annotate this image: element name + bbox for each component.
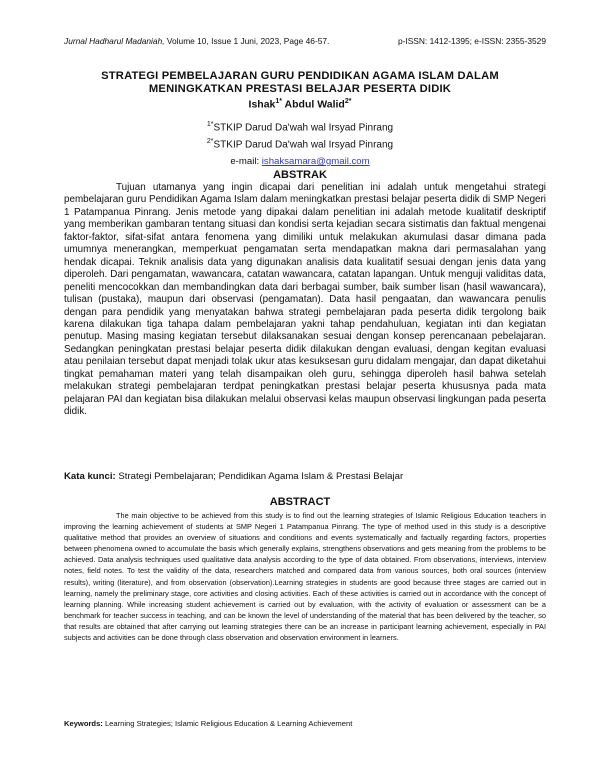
keywords-label: Keywords: — [64, 719, 103, 728]
abstrak-heading: ABSTRAK — [273, 169, 327, 181]
affiliation-1-marker: 1* — [206, 121, 214, 128]
running-header — [64, 36, 546, 46]
affiliation-2 — [0, 138, 600, 150]
title-line-2: MENINGKATKAN PRESTASI BELAJAR PESERTA DIDIK — [148, 83, 452, 95]
affiliation-1 — [0, 121, 600, 133]
kata-kunci-label: Kata kunci: — [64, 471, 116, 482]
author-1-marker: 1* — [275, 98, 283, 105]
affiliation-1-text: STKIP Darud Da'wah wal Irsyad Pinrang — [213, 122, 394, 134]
abstract-heading: ABSTRACT — [269, 496, 331, 508]
author-2-marker: 2* — [344, 98, 352, 105]
email-link[interactable]: ishaksamara@gmail.com — [261, 156, 370, 167]
author-list — [0, 98, 600, 111]
journal-volume: Volume 10, Issue 1 Juni, 2023, Page 46-57. — [164, 36, 330, 46]
keywords-text: Learning Strategies; Islamic Religious Education & Learning Achievement — [102, 719, 353, 728]
author-2: Abdul Walid — [284, 98, 345, 111]
keywords — [64, 719, 546, 728]
title-line-1: STRATEGI PEMBELAJARAN GURU PENDIDIKAN AGAMA ISLAM DALAM — [101, 70, 499, 82]
journal-citation — [64, 36, 329, 46]
abstrak-body: Tujuan utamanya yang ingin dicapai dari penelitian ini adalah untuk mengetahui strategi pembelajaran guru Pendidikan Agama Islam dalam meningkatkan prestasi belajar peserta didik di SMP Negeri 1 Patampanua Pinrang. Jenis metode yang dipakai dalam penelitian ini adalah metode kualitatif deskriptif yang memberikan gambaran tentang situasi dan kondisi serta kejadian secara sistimatis dan faktual mengenai faktor-faktor, sifat-sifat antara fenomena yang dimiliki untuk melakukan akumulasi dasar dimana pada umumnya menerangkan, memperkuat pengamatan serta mendapatkan makna dari permasalahan yang hendak dicapai. Teknik analisis data yang digunakan analisis data kualitatif sesuai dengan jenis data yang diperoleh. Dari pengamatan, wawancara, catatan wawancara, catatan lapangan. Untuk menguji validitas data, peneliti mencocokkan dan membandingkan data dari berbagai sumber, baik sumber lisan (hasil wawancara), tulisan (pustaka), maupun dari observasi (pengamatan). Data hasil pengaatan, dan wawancara penulis dengan para pendidik yang menyatakan bahwa strategi pembelajaran pada peserta didik tergolong baik karena dilakukan tiga tahapa dalam pembelajaran yakni tahap pendahuluan, kegiatan inti dan kegiatan penutup. Masing masing kegiatan tersebut dilaksanakan sesuai dengan konsep perencanaan pebelajaran. Sedangkan peningkatan prestasi belajar peserta didik dilakukan dengan evaluasi, dengan kegitan evaluasi atau penilaian tersebut dapat menjadi tolak ukur atas kesuksesan guru didalam mengajar, dan dapat diketahui tingkat pemahaman materi yang telah disampaikan oleh guru, sehingga diperoleh hasil bahwa setelah melakukan strategi pembelajaran terdpat peningkatkan prestasi belajar peserta khususnya pada mata pelajaran PAI dan kegiatan bisa dilakukan melalui observasi kelas maupun observasi lingkungan pada peserta didik. — [64, 182, 546, 418]
contact-email — [0, 156, 600, 167]
author-1: Ishak — [248, 98, 276, 111]
journal-name: Jurnal Hadharul Madaniah, — [64, 36, 165, 46]
affiliation-2-marker: 2* — [206, 138, 214, 145]
kata-kunci-text: Strategi Pembelajaran; Pendidikan Agama Islam & Prestasi Belajar — [115, 471, 404, 482]
affiliation-2-text: STKIP Darud Da'wah wal Irsyad Pinrang — [213, 139, 394, 151]
issn: p-ISSN: 1412-1395; e-ISSN: 2355-3529 — [397, 36, 546, 46]
paper-title — [60, 70, 540, 96]
abstract-body: The main objective to be achieved from this study is to find out the learning strategies of Islamic Religious Education teachers in improving the learning achievement of students at SMP Negeri 1 Patampanua Pinrang. The type of method used in this study is a descriptive qualitative method that provides an overview of situations and conditions and events systematically and factually regarding factors, properties between phenomena owned to accumulate the basis which generally explains, strengthens observations and gets meaning from the problems to be achieved. Data analysis techniques used qualitative data analysis according to the type of data obtained. From observations, interviews, interview notes, field notes. To test the validity of the data, researchers matched and compared data from various sources, both oral sources (interview results), writing (literature), and from observation (observation).Learning strategies in students are good because three stages are carried out in learning, namely the preliminary stage, core activities and closing activities. Each of these activities is carried out in accordance with the concept of learning planning. While increasing student achievement is carried out by evaluation, with the activity of evaluation or assessment can be a benchmark for teacher success in teaching, and can be known the level of understanding of the material that has been delivered by the teacher, so that results are obtained that after carrying out learning strategies there can be an increase in participant learning achievement, especially in PAI subjects and activities can be done through class observation and observation environment in learners. — [64, 511, 546, 643]
kata-kunci — [64, 471, 546, 482]
email-label: e-mail: — [230, 156, 262, 167]
